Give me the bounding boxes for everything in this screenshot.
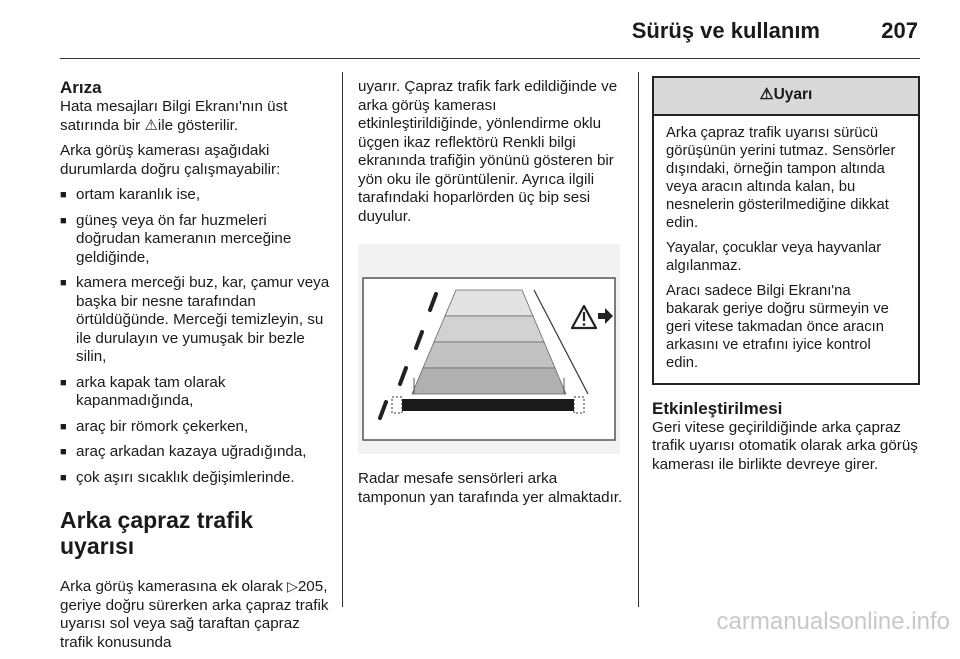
warning-header — [654, 78, 918, 116]
page-reference[interactable]: 205 — [297, 578, 324, 595]
column-left — [60, 78, 330, 659]
warning-paragraph: Aracı sadece Bilgi Ekranı'na bakarak geriye doğru sürmeyin ve geri vitese takmadan önce aracın arkasını ve etrafını iyice kontrol edin. — [666, 282, 889, 371]
list-item: ■ araç bir römork çekerken, — [60, 418, 330, 437]
warning-paragraph: Arka çapraz trafik uyarısı sürücü görüşünün yerini tutmaz. Sensörler dışındaki, örneğin tampon altında veya aracın altında kalan, bu nesnelerin gösterilmediğine dikkat edin. — [666, 124, 896, 231]
camera-display-graphic — [358, 244, 620, 454]
section-para-text-b: , geriye doğru sürerken arka çapraz trafik uyarısı sol veya sağ taraftan çapraz trafik konusunda — [60, 578, 329, 651]
activation-paragraph: Geri vitese geçirildiğinde arka çapraz trafik uyarısı otomatik olarak arka görüş kamerası ile birlikte devreye girer. — [652, 418, 918, 473]
list-item: ■ arka kapak tam olarak kapanmadığında, — [60, 374, 330, 411]
warning-paragraph: Yayalar, çocuklar veya hayvanlar algılanmaz. — [666, 239, 882, 274]
section-para-text-a: Arka görüş kamerasına ek olarak — [60, 578, 288, 595]
watermark: carmanualsonline.info — [716, 608, 950, 635]
camera-display-illustration — [358, 244, 620, 454]
page-header-title: Sürüş ve kullanım — [631, 18, 820, 43]
section-paragraph — [60, 577, 330, 652]
list-item: ■ güneş veya ön far huzmeleri doğrudan kameranın merceğine geldiğinde, — [60, 212, 330, 268]
warning-triangle-icon: ⚠ — [759, 86, 774, 103]
list-item: ■ kamera merceği buz, kar, çamur veya başka bir nesne tarafından örtüldüğünde. Merceği temizleyin, su ile durulayın ve yumuşak bir bezle silin, — [60, 274, 330, 367]
conditions-list — [60, 186, 330, 487]
radar-sensor-paragraph: Radar mesafe sensörleri arka tamponun yan tarafında yer almaktadır. — [358, 470, 623, 506]
fault-heading: Arıza — [60, 78, 102, 97]
warning-box — [652, 76, 920, 385]
list-item: ■ çok aşırı sıcaklık değişimlerinde. — [60, 469, 330, 488]
section-heading: Arka çapraz trafik uyarısı — [60, 507, 254, 559]
page-reference-arrow-icon: ▷ — [287, 578, 298, 594]
list-item: ■ araç arkadan kazaya uğradığında, — [60, 443, 330, 462]
warning-body — [654, 116, 918, 383]
column-divider-2 — [638, 72, 639, 607]
page-number: 207 — [881, 18, 918, 43]
list-item: ■ ortam karanlık ise, — [60, 186, 330, 205]
fault-intro-text-a: Hata mesajları Bilgi Ekranı'nın üst satırında bir — [60, 98, 288, 134]
column-middle — [358, 78, 623, 514]
column-divider-1 — [342, 72, 343, 607]
column-right — [652, 78, 920, 481]
warning-triangle-icon: ⚠ — [144, 116, 158, 134]
activation-heading: Etkinleştirilmesi — [652, 398, 783, 418]
cross-traffic-paragraph: uyarır. Çapraz trafik fark edildiğinde ve arka görüş kamerası etkinleştirildiğinde, yönlendirme oklu üçgen ikaz reflektörü Renkli bilgi ekranında trafiğin yönünü gösteren bir yön oku ile görüntülenir. Ayrıca ilgili tarafındaki hoparlörden üç bip sesi duyulur. — [358, 78, 618, 225]
conditions-intro: Arka görüş kamerası aşağıdaki durumlarda doğru çalışmayabilir: — [60, 142, 281, 178]
warning-title: Uyarı — [773, 86, 813, 103]
fault-intro-text-b: ile gösterilir. — [157, 116, 239, 134]
fault-intro — [60, 98, 330, 135]
header-rule — [60, 58, 920, 59]
